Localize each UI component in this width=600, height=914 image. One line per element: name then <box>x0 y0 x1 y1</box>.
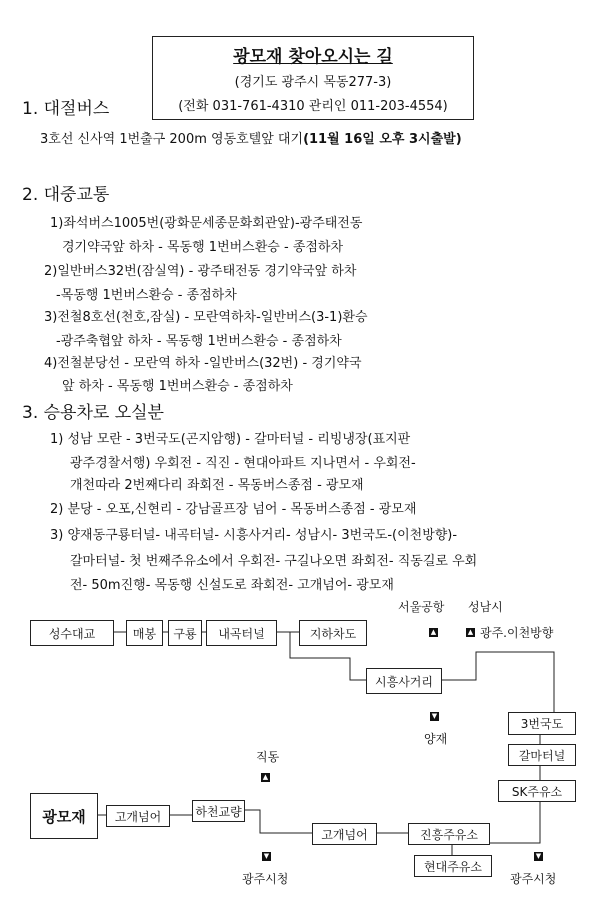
section-3-heading: 3. 승용차로 오실분 <box>22 403 164 423</box>
address: (경기도 광주시 목동277-3) <box>234 75 392 90</box>
transit-line: 4)전철분당선 - 모란역 하차 -일반버스(32번) - 경기약국 <box>44 356 362 371</box>
transit-line: 앞 하차 - 목동행 1번버스환승 - 종점하차 <box>62 379 293 394</box>
car-line: 1) 성남 모란 - 3번국도(곤지암행) - 갈마터널 - 리빙냉장(표지판 <box>50 432 411 447</box>
down-arrow-icon: ▼ <box>263 852 270 860</box>
box-maebong: 매봉 <box>126 620 163 646</box>
bus-info: 3호선 신사역 1번출구 200m 영동호텔앞 대기 <box>40 132 304 147</box>
label-seongnam: 성남시 <box>468 600 503 614</box>
up-arrow-icon: ▲ <box>430 628 437 636</box>
transit-line: 1)좌석버스1005번(광화문세종문화회관앞)-광주태전동 <box>50 216 363 231</box>
phone: (전화 031-761-4310 관리인 011-203-4554) <box>178 99 448 114</box>
label-seoul-airport: 서울공항 <box>398 600 445 614</box>
box-underpass: 지하차도 <box>299 620 367 646</box>
label-gwangju-icheon: 광주.이천방향 <box>480 626 554 640</box>
box-seongsu-bridge: 성수대교 <box>30 620 114 646</box>
box-mountain-pass-2: 고개넘어 <box>312 823 377 845</box>
box-hyundai-gas-station: 현대주유소 <box>414 855 492 877</box>
down-arrow-icon: ▼ <box>431 712 438 720</box>
transit-line: -광주축협앞 하차 - 목동행 1번버스환승 - 종점하차 <box>56 334 342 349</box>
label-gwangju-city-hall: 광주시청 <box>242 872 289 886</box>
box-naegok-tunnel: 내곡터널 <box>206 620 277 646</box>
label-yangjae: 양재 <box>424 732 448 746</box>
up-arrow-icon: ▲ <box>262 773 269 781</box>
box-guryong: 구룡 <box>168 620 202 646</box>
car-line: 3) 양재동구룡터널- 내곡터널- 시흥사거리- 성남시- 3번국도-(이천방향)- <box>50 528 458 543</box>
car-line: 전- 50m진행- 목동행 신설도로 좌회전- 고개넘어- 광모재 <box>70 578 394 593</box>
page-title: 광모재 찾아오시는 길 <box>233 47 393 67</box>
car-line: 광주경찰서행) 우회전 - 직진 - 현대아파트 지나면서 - 우회전- <box>70 456 416 471</box>
box-galma-tunnel: 갈마터널 <box>508 744 576 766</box>
transit-line: 경기약국앞 하차 - 목동행 1번버스환승 - 종점하차 <box>62 240 344 255</box>
box-siheung-intersection: 시흥사거리 <box>366 668 442 694</box>
car-line: 2) 분당 - 오포,신현리 - 강남골프장 넘어 - 목동버스종점 - 광모재 <box>50 502 417 517</box>
label-gwangju-city-hall: 광주시청 <box>510 872 557 886</box>
section-2-heading: 2. 대중교통 <box>22 185 110 205</box>
box-river-bridge: 하천교량 <box>192 800 245 822</box>
transit-line: 2)일반버스32번(잠실역) - 광주태전동 경기약국앞 하차 <box>44 264 357 279</box>
transit-line: 3)전철8호선(천호,잠실) - 모란역하차-일반버스(3-1)환승 <box>44 310 368 325</box>
section-1-heading: 1. 대절버스 <box>22 99 110 119</box>
label-jikdong: 직동 <box>256 750 280 764</box>
down-arrow-icon: ▼ <box>535 852 542 860</box>
box-destination-gwangmojae: 광모재 <box>30 793 98 839</box>
bus-departure: (11월 16일 오후 3시출발) <box>303 132 462 147</box>
transit-line: -목동행 1번버스환승 - 종점하차 <box>56 288 237 303</box>
box-sk-gas-station: SK주유소 <box>498 780 576 802</box>
box-jinheung-gas-station: 진흥주유소 <box>408 823 490 845</box>
box-route-3: 3번국도 <box>508 712 576 735</box>
up-arrow-icon: ▲ <box>467 628 474 636</box>
car-line: 갈마터널- 첫 번째주유소에서 우회전- 구길나오면 좌회전- 직동길로 우회 <box>70 554 478 569</box>
car-line: 개천따라 2번째다리 좌회전 - 목동버스종점 - 광모재 <box>70 478 364 493</box>
box-mountain-pass-1: 고개넘어 <box>106 805 170 827</box>
